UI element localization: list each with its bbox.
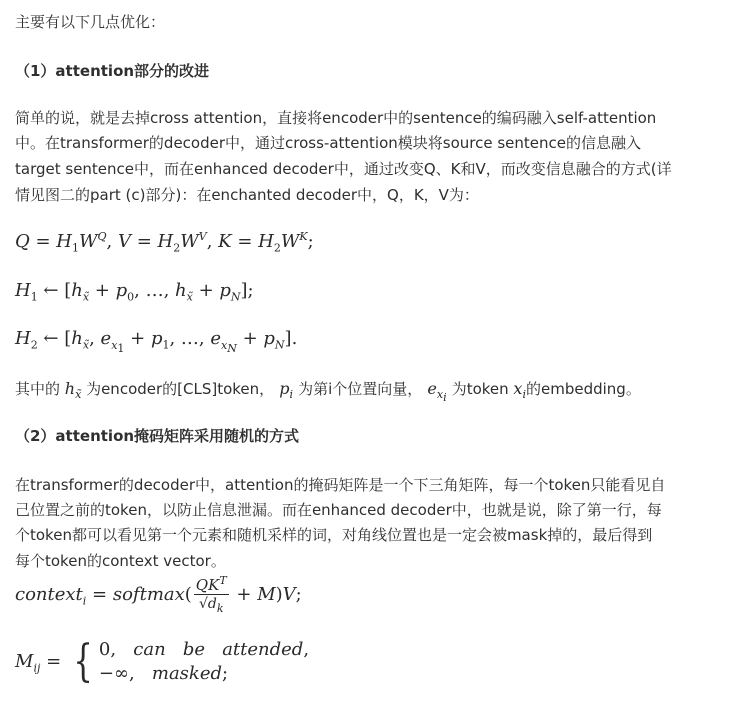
note-part-c: 为第i个位置向量， (298, 380, 423, 398)
section2-line-4: 每个token的context vector。 (15, 552, 226, 570)
formula-mask: $M_{ij}$ = { 0, can be attended, −∞, masked; (15, 636, 310, 687)
note-part-b: 为encoder的[CLS]token， (81, 380, 275, 398)
inline-math-p: $p_i$ (274, 379, 294, 402)
section1-line-1: 简单的说，就是去掉cross attention，直接将encoder中的sentence的编码融入self-attention (15, 109, 657, 127)
inline-math-x: $x_i$ (513, 379, 526, 402)
formula-h1: $H_1$ ← [$h_{x̃} + p_0$, …, $h_{x̃} + p_N$]; (15, 280, 254, 304)
section2-heading: （2）attention掩码矩阵采用随机的方式 (15, 427, 300, 445)
inline-math-h: $h_{x̃}$ (64, 379, 82, 402)
note-part-a: 其中的 (15, 380, 65, 398)
section1-line-3: target sentence中，而在enhanced decoder中，通过改变Q、K和V，而改变信息融合的方式(详 (15, 160, 672, 178)
section2-line-2: 己位置之前的token，以防止信息泄漏。而在enhanced decoder中，也就是说，除了第一行，每 (15, 501, 662, 519)
section1-heading: （1）attention部分的改进 (15, 62, 210, 80)
formula-h2: $H_2$ ← [$h_{x̃}$, $e_{x_1} + p_1$, …, $e_{x_N} + p_N$]. (15, 328, 298, 355)
fraction: $\frac{QK^T}{√d_k}$ (195, 574, 227, 615)
note-part-e: 的embedding。 (525, 380, 641, 398)
section1-line-2: 中。在transformer的decoder中，通过cross-attention模块将source sentence的信息融入 (15, 134, 641, 152)
section2-line-1: 在transformer的decoder中，attention的掩码矩阵是一个下三角矩阵，每一个token只能看见自 (15, 476, 666, 494)
section2-line-3: 个token都可以看见第一个元素和随机采样的词，对角线位置也是一定会被mask掉的，最后得到 (15, 526, 653, 544)
left-brace: { (73, 636, 93, 687)
note-part-d: 为token (451, 380, 514, 398)
inline-math-e: $e_{x_i}$ (422, 379, 447, 405)
intro-text: 主要有以下几点优化： (15, 13, 166, 31)
cases: 0, can be attended, −∞, masked; (98, 639, 310, 684)
formula-qkv: $Q = H_1W^Q$, $V = H_2W^V$, $K = H_2W^K$; (15, 230, 314, 255)
formula-note (15, 377, 641, 410)
formula-context: context$_i$ = softmax( $\frac{QK^T}{√d_k}$ + M)V; (15, 572, 302, 618)
section1-line-4: 情见图二的part (c)部分)：在enchanted decoder中，Q，K，V为： (15, 186, 479, 204)
